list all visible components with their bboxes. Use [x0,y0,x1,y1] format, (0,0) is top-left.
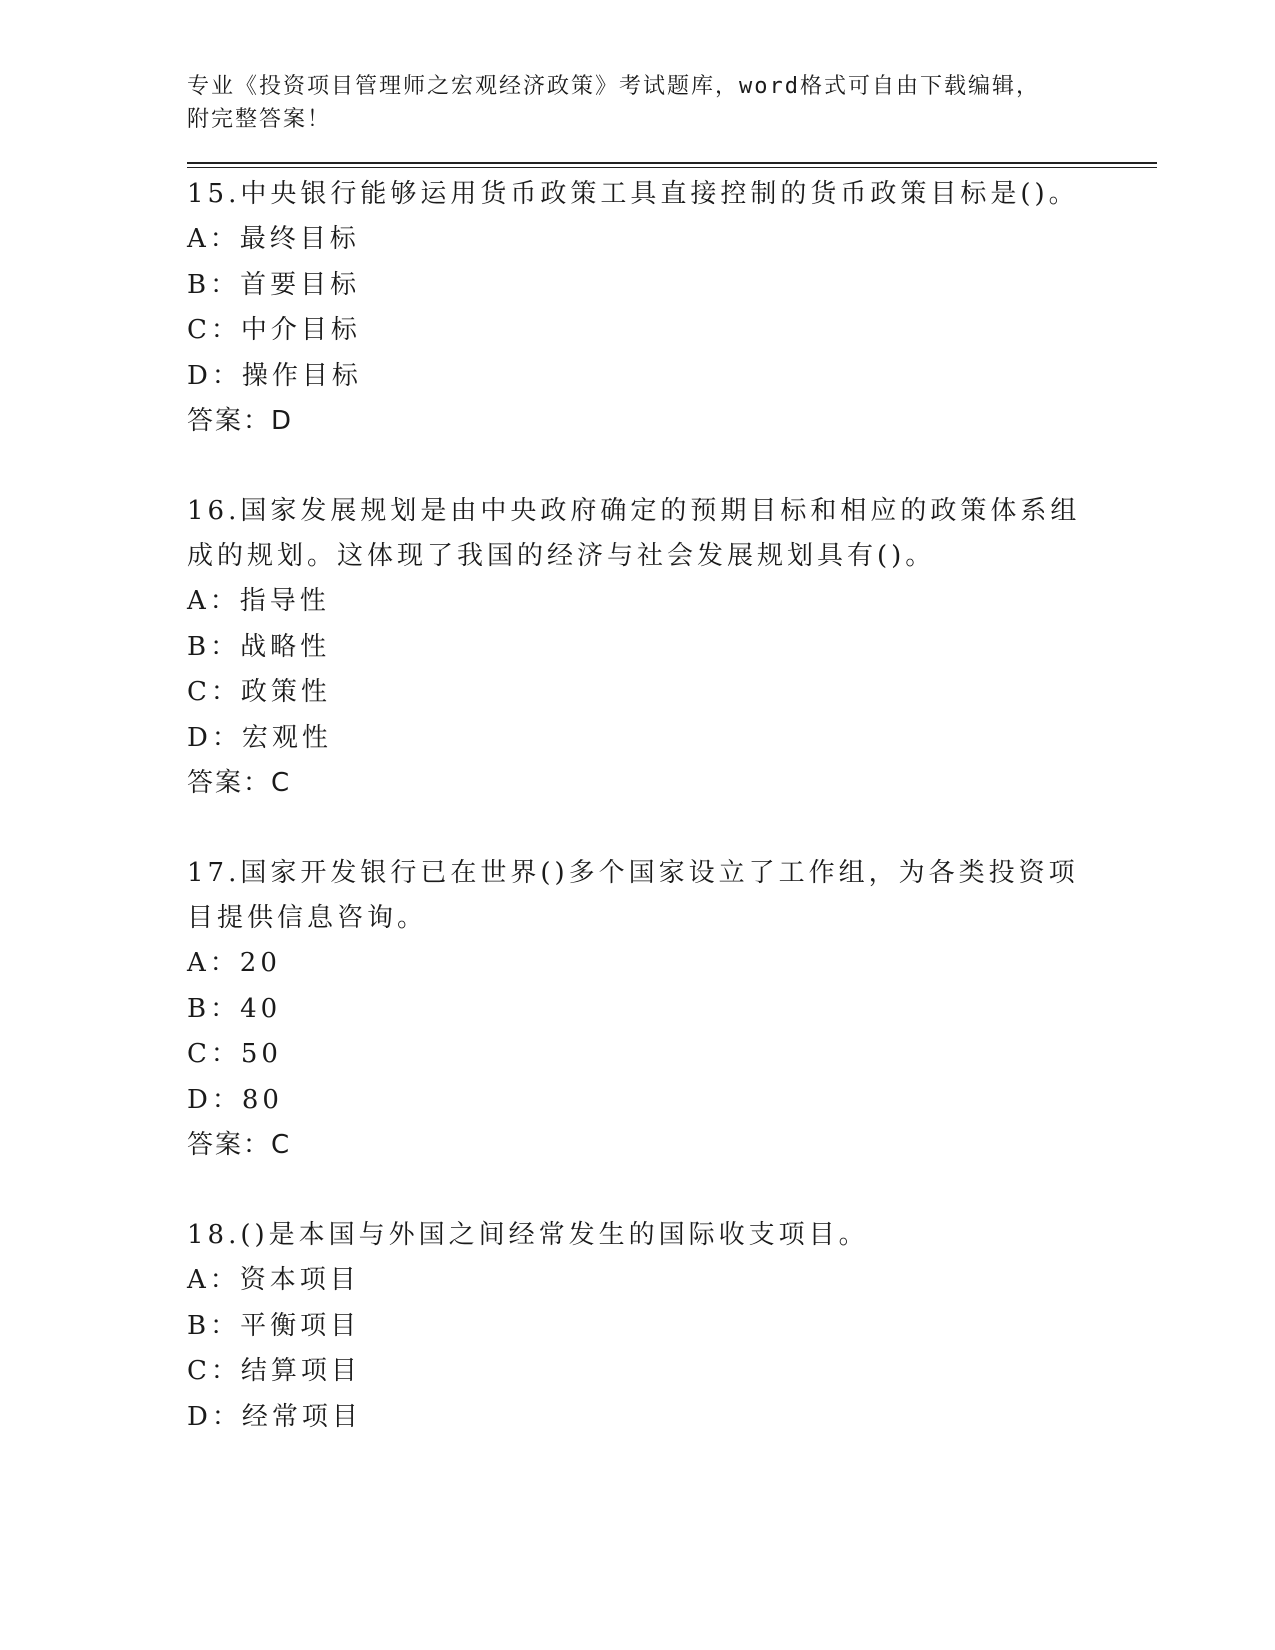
option-a: A：最终目标 [187,224,360,254]
option-d: D：操作目标 [187,360,362,391]
question-stem: 16.国家发展规划是由中央政府确定的预期目标和相应的政策体系组成的规划。这体现了我国的经济与社会发展规划具有()。 [187,496,1081,571]
answer-line: 答案：C [187,768,292,798]
header-line-1: 专业《投资项目管理师之宏观经济政策》考试题库，word格式可自由下载编辑， [187,74,1040,99]
option-d: D：经常项目 [187,1401,362,1432]
header-line-2: 附完整答案！ [187,107,332,132]
option-d: D：80 [187,1084,283,1115]
header-divider [187,162,1157,168]
question-spacer [187,1168,1157,1213]
option-b: B：40 [187,993,282,1024]
document-header [187,70,1157,136]
answer-line: 答案：D [187,406,294,436]
question-stem: 18.()是本国与外国之间经常发生的国际收支项目。 [187,1220,869,1250]
option-a: A：资本项目 [187,1265,360,1295]
option-c: C：政策性 [187,677,331,707]
option-b: B：首要目标 [187,269,361,300]
option-c: C：50 [187,1039,282,1069]
question-spacer [187,444,1157,489]
option-a: A：指导性 [187,586,330,616]
option-a: A：20 [187,948,281,978]
question-stem: 15.中央银行能够运用货币政策工具直接控制的货币政策目标是()。 [187,179,1079,209]
option-d: D：宏观性 [187,722,332,753]
option-c: C：结算项目 [187,1356,361,1386]
option-b: B：战略性 [187,631,331,662]
document-page [187,70,1157,1440]
option-c: C：中介目标 [187,315,361,345]
question-spacer [187,806,1157,851]
question-17 [187,851,1157,1168]
option-b: B：平衡项目 [187,1310,361,1341]
question-16 [187,489,1157,806]
question-stem: 17.国家开发银行已在世界()多个国家设立了工作组，为各类投资项目提供信息咨询。 [187,858,1079,933]
answer-line: 答案：C [187,1130,292,1160]
question-18 [187,1213,1157,1440]
question-15 [187,172,1157,444]
